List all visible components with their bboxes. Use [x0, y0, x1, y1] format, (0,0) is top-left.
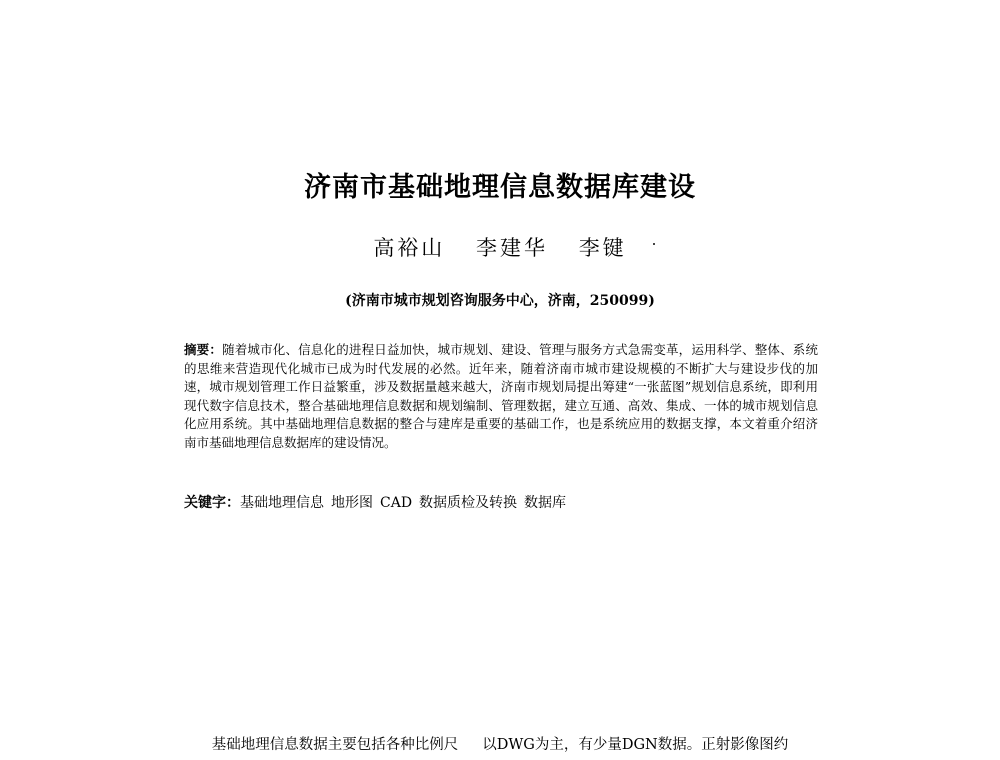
keywords-line	[184, 492, 824, 514]
keyword: CAD	[380, 495, 413, 511]
keyword: 数据库	[524, 495, 567, 511]
body-text-line	[0, 734, 1000, 756]
paper-title: 济南市基础地理信息数据库建设	[304, 172, 696, 203]
author-name: 高裕山	[373, 236, 446, 260]
abstract-text: 随着城市化、信息化的进程日益加快，城市规划、建设、管理与服务方式急需变革，运用科学、整体、系统的思维来营造现代化城市已成为时代发展的必然。近年来，随着济南市城市建设规模的不断扩大与建设步伐的加速，城市规划管理工作日益繁重，涉及数据量越来越大，济南市规划局提出筹建“一张蓝图”规划信息系统，即利用现代数字信息技术，整合基础地理信息数据和规划编制、管理数据，建立互通、高效、集成、一体的城市规划信息化应用系统。其中基础地理信息数据的整合与建库是重要的基础工作，也是系统应用的数据支撑，本文着重介绍济南市基础地理信息数据库的建设情况。	[184, 342, 818, 450]
keyword: 基础地理信息	[240, 495, 324, 511]
author-affiliation: (济南市城市规划咨询服务中心，济南，250099)	[345, 293, 655, 309]
scan-speck	[653, 243, 655, 245]
abstract-label: 摘要：	[184, 342, 223, 357]
keywords-label: 关键字：	[184, 495, 240, 511]
author-list	[0, 233, 1000, 263]
author-name: 李键	[578, 236, 627, 260]
keyword: 地形图	[331, 495, 373, 511]
body-text-right: 以DWG为主，有少量DGN数据。正射影像图约	[482, 737, 789, 753]
author-name: 李建华	[476, 236, 548, 260]
abstract-paragraph	[184, 341, 818, 453]
body-text-left: 基础地理信息数据主要包括各种比例尺	[211, 737, 459, 753]
keyword: 数据质检及转换	[419, 495, 518, 511]
